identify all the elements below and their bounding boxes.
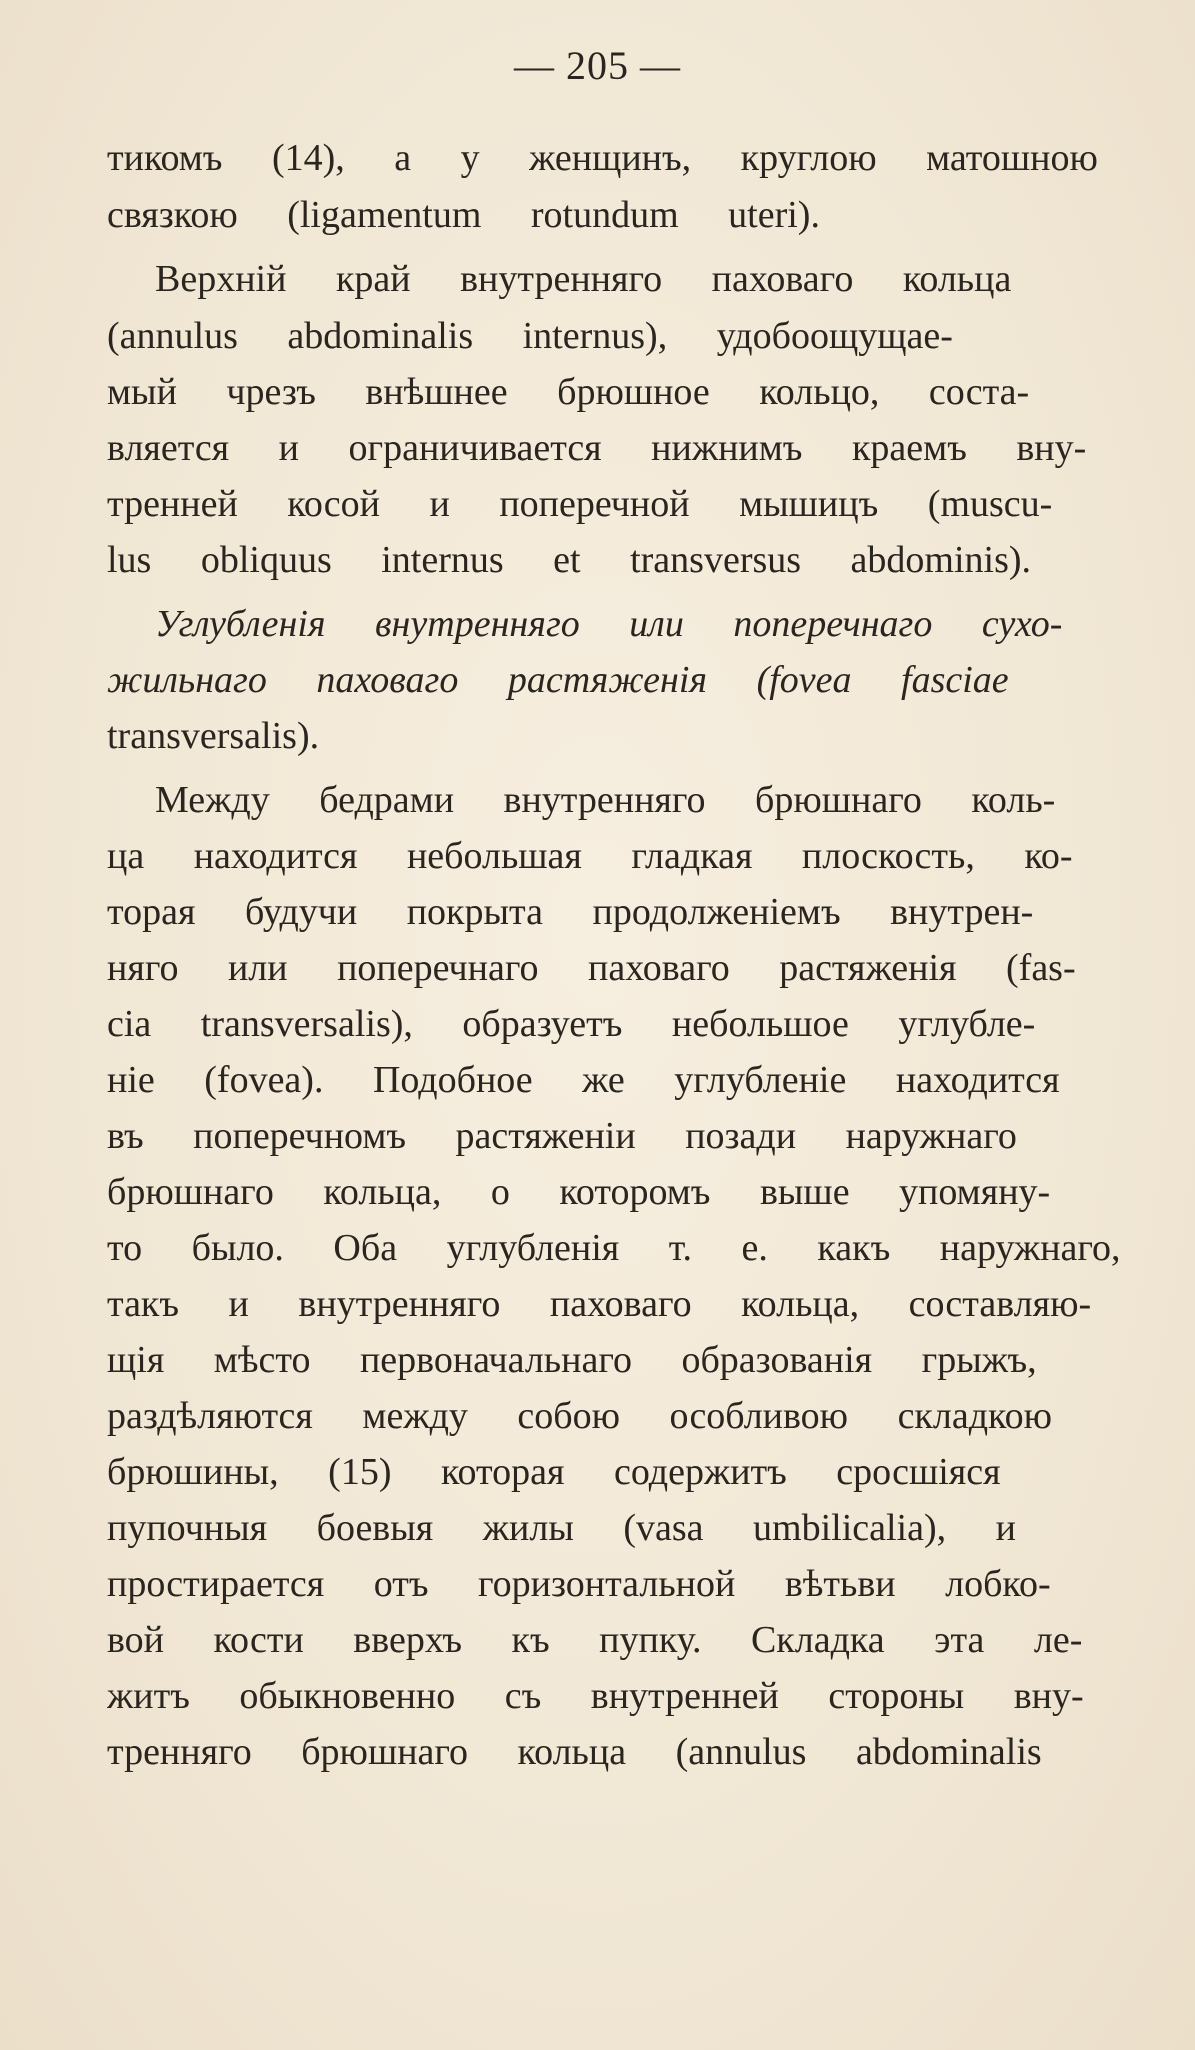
text-line: няго или поперечнаго паховаго растяженія (fas- [107, 947, 1076, 989]
text-line: ніе (fovea). Подобное же углубленіе находится [107, 1059, 1060, 1101]
text-line: въ поперечномъ растяженіи позади наружнаго [107, 1115, 1017, 1157]
text-line: тикомъ (14), а у женщинъ, круглою матошною [107, 137, 1098, 179]
text-line: transversalis). [107, 715, 320, 757]
text-line: пупочныя боевыя жилы (vasa umbilicalia), и [107, 1507, 1016, 1549]
text-line: торая будучи покрыта продолженіемъ внутрен- [107, 891, 1034, 933]
text-line: простирается отъ горизонтальной вѣтьви лобко- [107, 1563, 1051, 1605]
text-line: ца находится небольшая гладкая плоскость, ко- [107, 835, 1073, 877]
text-line: то было. Оба углубленія т. е. какъ наружнаго, [107, 1227, 1121, 1269]
page-number: — 205 — [514, 43, 681, 88]
section-heading-line: Углубленія внутренняго или поперечнаго сухо- [155, 603, 1063, 645]
text-line: такъ и внутренняго паховаго кольца, составляю- [107, 1283, 1092, 1325]
text-line: lus obliquus internus et transversus abdominis). [107, 539, 1032, 581]
text-line: тренней косой и поперечной мышицъ (muscu- [107, 483, 1053, 525]
text-line: Между бедрами внутренняго брюшнаго коль- [155, 779, 1056, 821]
text-line: брюшины, (15) которая содержитъ сросшіяся [107, 1451, 1001, 1493]
text-line: житъ обыкновенно съ внутренней стороны вну- [107, 1675, 1084, 1717]
text-line: вой кости вверхъ къ пупку. Складка эта ле- [107, 1619, 1083, 1661]
text-line: (annulus abdominalis internus), удобоощущае- [107, 315, 953, 357]
text-line: мый чрезъ внѣшнее брюшное кольцо, соста- [107, 371, 1030, 413]
text-line: щія мѣсто первоначальнаго образованія грыжъ, [107, 1339, 1037, 1381]
text-line: брюшнаго кольца, о которомъ выше упомяну- [107, 1171, 1051, 1213]
text-line: вляется и ограничивается нижнимъ краемъ вну- [107, 427, 1087, 469]
section-heading-line: жильнаго паховаго растяженія (fovea fasciae [107, 659, 1009, 701]
text-line: раздѣляются между собою особливою складкою [107, 1395, 1052, 1437]
text-line: Верхній край внутренняго паховаго кольца [155, 258, 1012, 300]
text-line: cia transversalis), образуетъ небольшое углубле- [107, 1003, 1036, 1045]
text-line: тренняго брюшнаго кольца (annulus abdominalis [107, 1731, 1042, 1773]
text-line: связкою (ligamentum rotundum uteri). [107, 194, 820, 236]
